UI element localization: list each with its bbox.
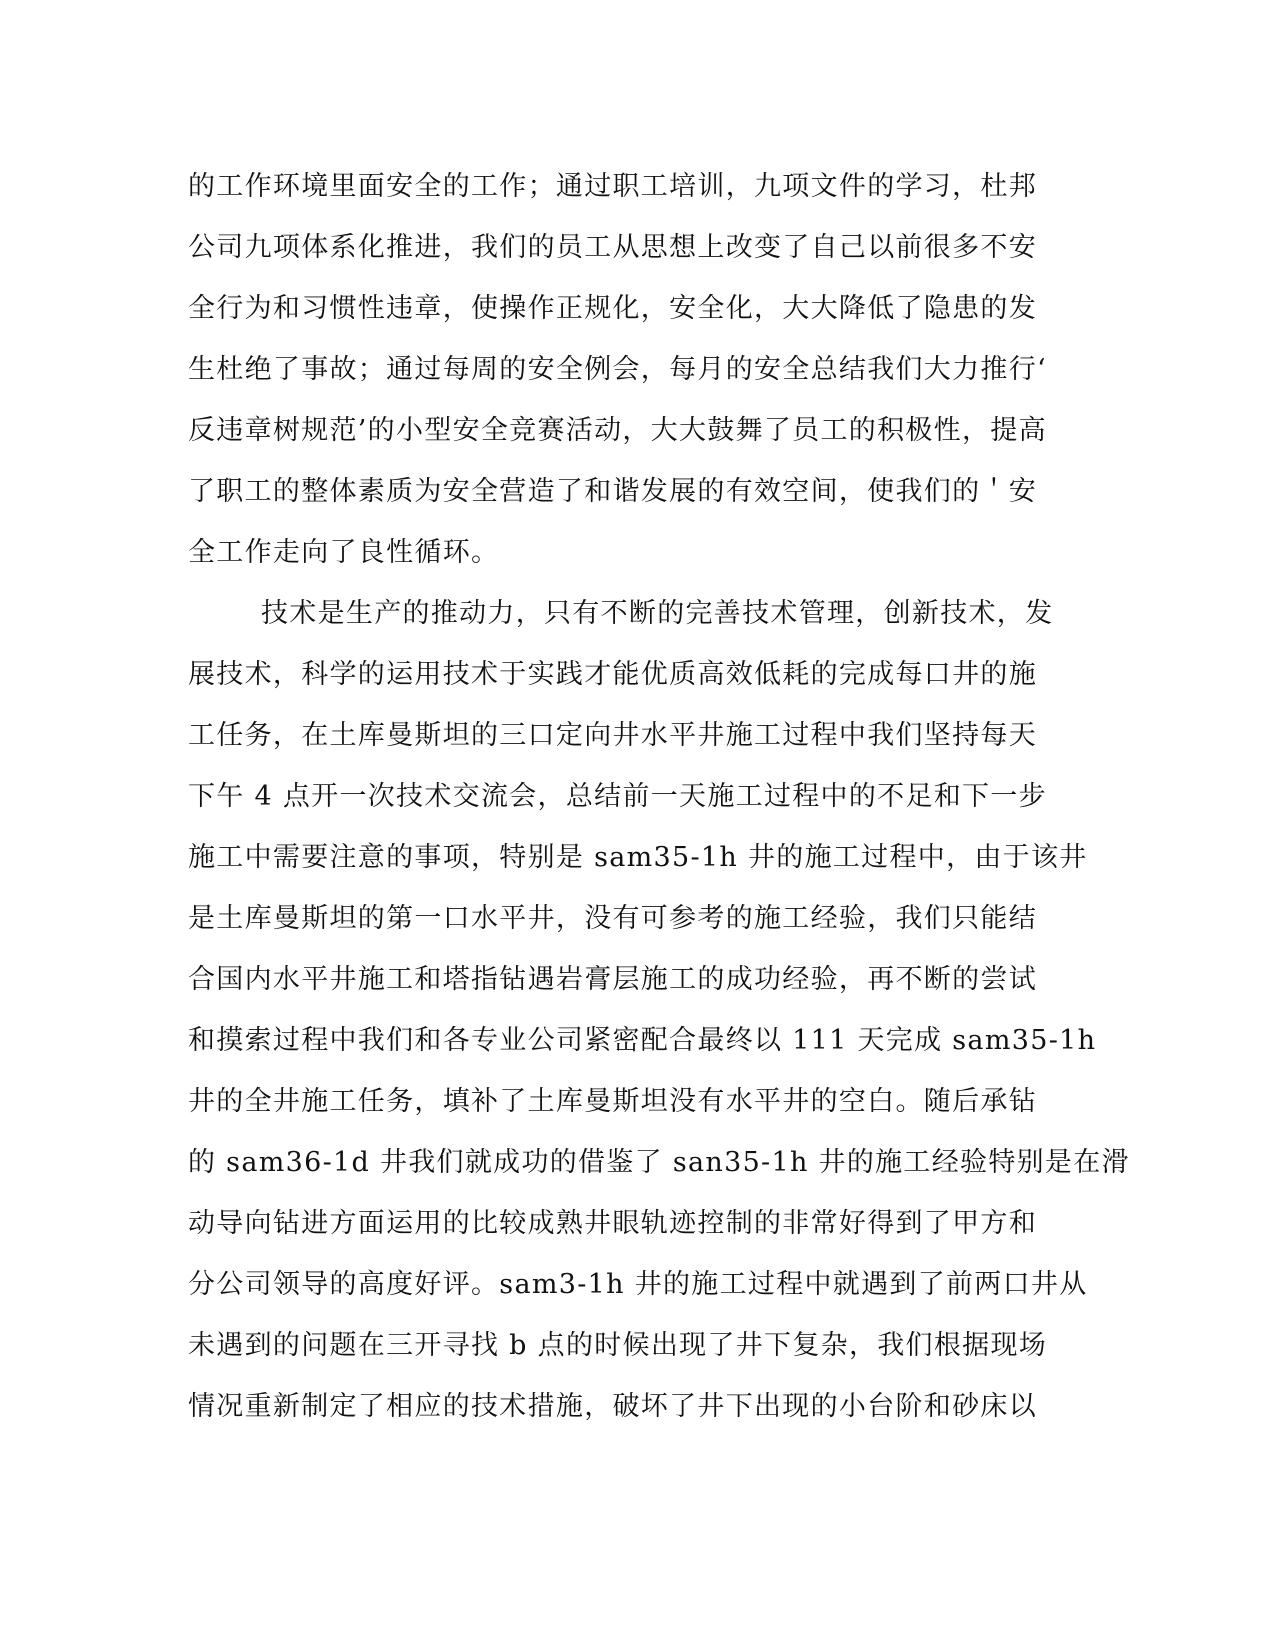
text-line: 合国内水平井施工和塔指钻遇岩膏层施工的成功经验，再不断的尝试 (188, 964, 1037, 995)
text-line: 是土库曼斯坦的第一口水平井，没有可参考的施工经验，我们只能结 (188, 903, 1037, 934)
text-line: 技术是生产的推动力，只有不断的完善技术管理，创新技术，发 (261, 598, 1054, 629)
text-line: 的 sam36-1d 井我们就成功的借鉴了 san35-1h 井的施工经验特别是在滑 (188, 1147, 1130, 1178)
text-line: 和摸索过程中我们和各专业公司紧密配合最终以 111 天完成 sam35-1h (188, 1025, 1097, 1056)
body-text (188, 156, 1130, 1437)
text-line: 施工中需要注意的事项，特别是 sam35-1h 井的施工过程中，由于该井 (188, 842, 1088, 873)
text-line: 工任务，在土库曼斯坦的三口定向井水平井施工过程中我们坚持每天 (188, 720, 1037, 751)
text-line: 了职工的整体素质为安全营造了和谐发展的有效空间，使我们的＇安 (188, 476, 1037, 507)
text-line: 全行为和习惯性违章，使操作正规化，安全化，大大降低了隐患的发 (188, 293, 1037, 324)
text-line: 分公司领导的高度好评。sam3-1h 井的施工过程中就遇到了前两口井从 (188, 1269, 1088, 1300)
text-line: 展技术，科学的运用技术于实践才能优质高效低耗的完成每口井的施 (188, 659, 1037, 690)
text-line: 反违章树规范’的小型安全竞赛活动，大大鼓舞了员工的积极性，提高 (188, 415, 1047, 446)
text-line: 井的全井施工任务，填补了土库曼斯坦没有水平井的空白。随后承钻 (188, 1086, 1037, 1117)
text-line: 公司九项体系化推进，我们的员工从思想上改变了自己以前很多不安 (188, 232, 1037, 263)
text-line: 下午 4 点开一次技术交流会，总结前一天施工过程中的不足和下一步 (188, 781, 1047, 812)
text-line: 全工作走向了良性循环。 (188, 537, 500, 568)
text-line: 生杜绝了事故；通过每周的安全例会，每月的安全总结我们大力推行‘ (188, 354, 1047, 385)
text-line: 情况重新制定了相应的技术措施，破坏了井下出现的小台阶和砂床以 (188, 1391, 1037, 1422)
text-line: 的工作环境里面安全的工作；通过职工培训，九项文件的学习，杜邦 (188, 171, 1037, 202)
paragraph (188, 583, 1130, 1437)
text-line: 未遇到的问题在三开寻找 b 点的时候出现了井下复杂，我们根据现场 (188, 1330, 1048, 1361)
paragraph (188, 156, 1068, 583)
text-line: 动导向钻进方面运用的比较成熟井眼轨迹控制的非常好得到了甲方和 (188, 1208, 1037, 1239)
